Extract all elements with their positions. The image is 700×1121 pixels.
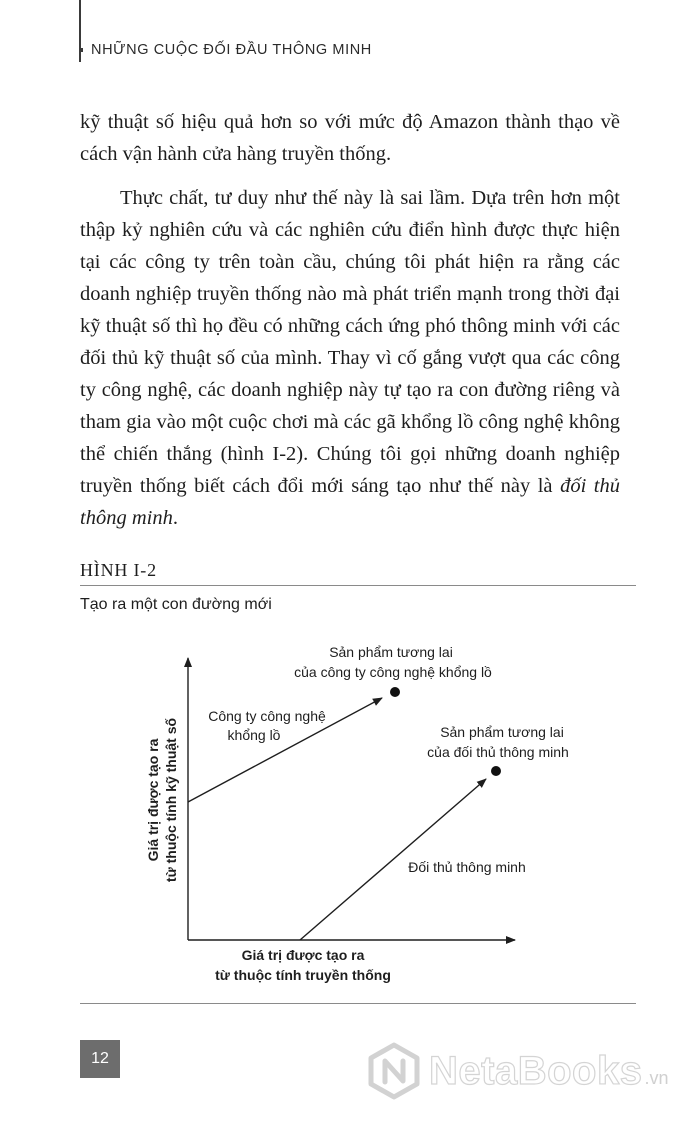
smart-competitor-future-point: [491, 766, 501, 776]
paragraph-2-text: Thực chất, tư duy như thế này là sai lầm. Dựa trên hơn một thập kỷ nghiên cứu và các nghiên cứu điển hình được thực hiện tại các công ty trên toàn cầu, chúng tôi phát hiện ra rằng các doanh nghiệp truyền thống nào mà phát triển mạnh trong thời đại kỹ thuật số thì họ đều có những cách ứng phó thông minh với các đối thủ kỹ thuật số của mình. Thay vì cố gắng vượt qua các công ty công nghệ, các doanh nghiệp này tự tạo ra con đường riêng và tham gia vào một cuộc chơi mà các gã khổng lồ công nghệ không thể chiến thắng (hình I-2). Chúng tôi gọi những doanh nghiệp truyền thống biết cách đổi mới sáng tạo như thế này là: [80, 187, 620, 497]
tech-giant-line-label-line2: khổng lồ: [227, 727, 281, 743]
figure-caption: Tạo ra một con đường mới: [80, 596, 272, 613]
paragraph-1: kỹ thuật số hiệu quả hơn so với mức độ Amazon thành thạo về cách vận hành cửa hàng truyền thống.: [80, 111, 620, 165]
tech-giant-future-label-line1: Sản phẩm tương lai: [329, 644, 453, 660]
smart-competitor-future-label-line1: Sản phẩm tương lai: [440, 724, 564, 740]
running-header-title: NHỮNG CUỘC ĐỐI ĐẦU THÔNG MINH: [91, 42, 372, 58]
watermark: [365, 1042, 668, 1100]
y-axis-label-line1: Giá trị được tạo ra: [145, 738, 161, 862]
x-axis-label-line1: Giá trị được tạo ra: [241, 947, 365, 963]
paragraph-2-emphasis: đối thủ thông minh: [80, 475, 620, 529]
x-axis-label-line2: từ thuộc tính truyền thống: [215, 967, 391, 983]
tech-giant-future-label-line2: của công ty công nghệ khổng lồ: [294, 664, 492, 680]
y-axis-label-line2: từ thuộc tính kỹ thuật số: [163, 717, 179, 883]
watermark-name: NetaBooks: [429, 1048, 643, 1093]
page-number: 12: [80, 1040, 120, 1078]
netabooks-logo-icon: [365, 1042, 423, 1100]
tech-giant-future-point: [390, 687, 400, 697]
watermark-suffix: .vn: [644, 1067, 669, 1088]
tech-giant-line-label-line1: Công ty công nghệ: [208, 708, 326, 724]
figure-label: HÌNH I-2: [80, 560, 157, 580]
smart-competitor-line-label: Đối thủ thông minh: [408, 859, 526, 875]
smart-competitor-future-label-line2: của đối thủ thông minh: [427, 744, 569, 760]
paragraph-2-end: .: [172, 507, 178, 529]
figure-bottom-rule: [80, 1003, 636, 1004]
